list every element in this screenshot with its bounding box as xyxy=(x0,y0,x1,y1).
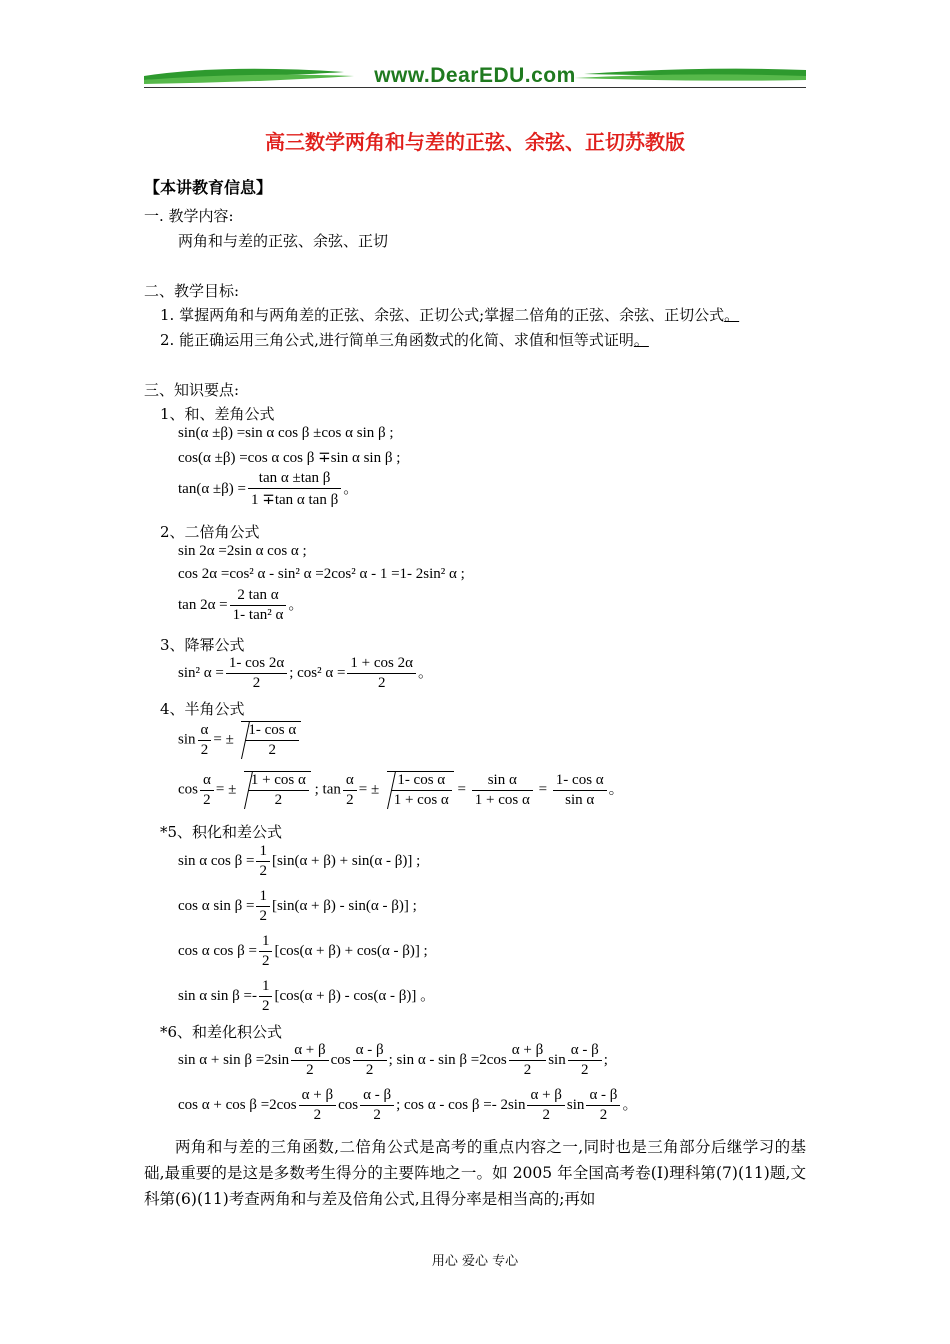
section-heading: 【本讲教育信息】 xyxy=(144,178,273,197)
k4-heading: 4、半角公式 xyxy=(160,700,245,718)
page-footer: 用心 爱心 专心 xyxy=(431,1254,519,1269)
formula-product-3: cos α cos β = $\frac{1}{2}$ [cos(α + β) + cos(α - β)] ; xyxy=(178,933,428,969)
formula-tan-sum: tan(α ±β) = $\frac{\text{tan α ±tan β}}{\text{1 ∓tan α tan β}}$ 。 xyxy=(178,470,359,508)
s2-item-2: 2. 能正确运用三角公式,进行简单三角函数式的化简、求值和恒等式证明。 xyxy=(160,331,649,349)
formula-sin-half: sin $\frac{\alpha}{2}$ = ± $\frac{\text{1- cos α}}{2}$ xyxy=(178,721,301,759)
k6-heading: *6、和差化积公式 xyxy=(160,1023,283,1041)
formula-tan-double: tan 2α = $\frac{\text{2 tan α}}{\text{1- tan² α}}$ 。 xyxy=(178,587,304,623)
s1-content: 两角和与差的正弦、余弦、正切 xyxy=(178,232,389,250)
k1-heading: 1、和、差角公式 xyxy=(160,405,275,423)
s2-item-1: 1. 掌握两角和与两角差的正弦、余弦、正切公式;掌握二倍角的正弦、余弦、正切公式。 xyxy=(160,306,740,324)
formula-cos-double: cos 2α =cos² α - sin² α =2cos² α - 1 =1- 2sin² α ; xyxy=(178,566,465,582)
s3-heading: 三、知识要点: xyxy=(144,381,240,399)
formula-product-4: sin α sin β =- $\frac{1}{2}$ [cos(α + β) - cos(α - β)] 。 xyxy=(178,978,436,1014)
formula-sin-double: sin 2α =2sin α cos α ; xyxy=(178,543,307,559)
formula-sin-sum: sin(α ±β) =sin α cos β ±cos α sin β ; xyxy=(178,425,394,441)
formula-product-1: sin α cos β = $\frac{1}{2}$ [sin(α + β) + sin(α - β)] ; xyxy=(178,843,421,879)
k2-heading: 2、二倍角公式 xyxy=(160,523,260,541)
formula-cos-sum: cos(α ±β) =cos α cos β ∓sin α sin β ; xyxy=(178,450,401,466)
s2-heading: 二、教学目标: xyxy=(144,282,240,300)
body-paragraph: 两角和与差的三角函数,二倍角公式是高考的重点内容之一,同时也是三角部分后继学习的基础,最重要的是这是多数考生得分的主要阵地之一。如 2005 年全国高考卷(Ⅰ)理科第(7)(11)题,文科第(6)(11)考查两角和与差及倍角公式,且得分率是相当高的;再如 xyxy=(144,1138,806,1208)
formula-cos-tan-half: cos $\frac{\alpha}{2}$ = ± $\frac{\text{1 + cos α}}{2}$ ; tan $\frac{\alpha}{2}$ = ± $\frac{\text{1- cos α}}{\text{1 + cos α}}$ = $\frac{\text{sin α}}{\text{1 + cos α}}$ = $\frac{\text{1- cos α}}{\text{sin α}}$ 。 xyxy=(178,771,624,808)
formula-sum-to-product-1: sin α + sin β =2sin $\frac{\alpha + \beta}{2}$ cos $\frac{\alpha - \beta}{2}$ ; sin α - sin β =2cos $\frac{\alpha + \beta}{2}$ sin $\frac{\alpha - \beta}{2}$ ; xyxy=(178,1042,608,1078)
formula-product-2: cos α sin β = $\frac{1}{2}$ [sin(α + β) - sin(α - β)] ; xyxy=(178,888,417,924)
site-url[interactable]: www.DearEDU.com xyxy=(374,64,576,87)
k5-heading: *5、积化和差公式 xyxy=(160,823,283,841)
formula-power-reduction: sin² α = $\frac{1- \cos 2\alpha}{2}$ ; cos² α = $\frac{1 + \cos 2\alpha}{2}$ 。 xyxy=(178,655,434,691)
header-rule xyxy=(144,87,806,88)
k3-heading: 3、降幂公式 xyxy=(160,636,245,654)
s1-heading: 一. 教学内容: xyxy=(144,207,234,225)
page-title: 高三数学两角和与差的正弦、余弦、正切苏教版 xyxy=(265,130,685,154)
formula-sum-to-product-2: cos α + cos β =2cos $\frac{\alpha + \beta}{2}$ cos $\frac{\alpha - \beta}{2}$ ; cos α - cos β =- 2sin $\frac{\alpha + \beta}{2}$ sin $\frac{\alpha - \beta}{2}$ 。 xyxy=(178,1087,638,1123)
